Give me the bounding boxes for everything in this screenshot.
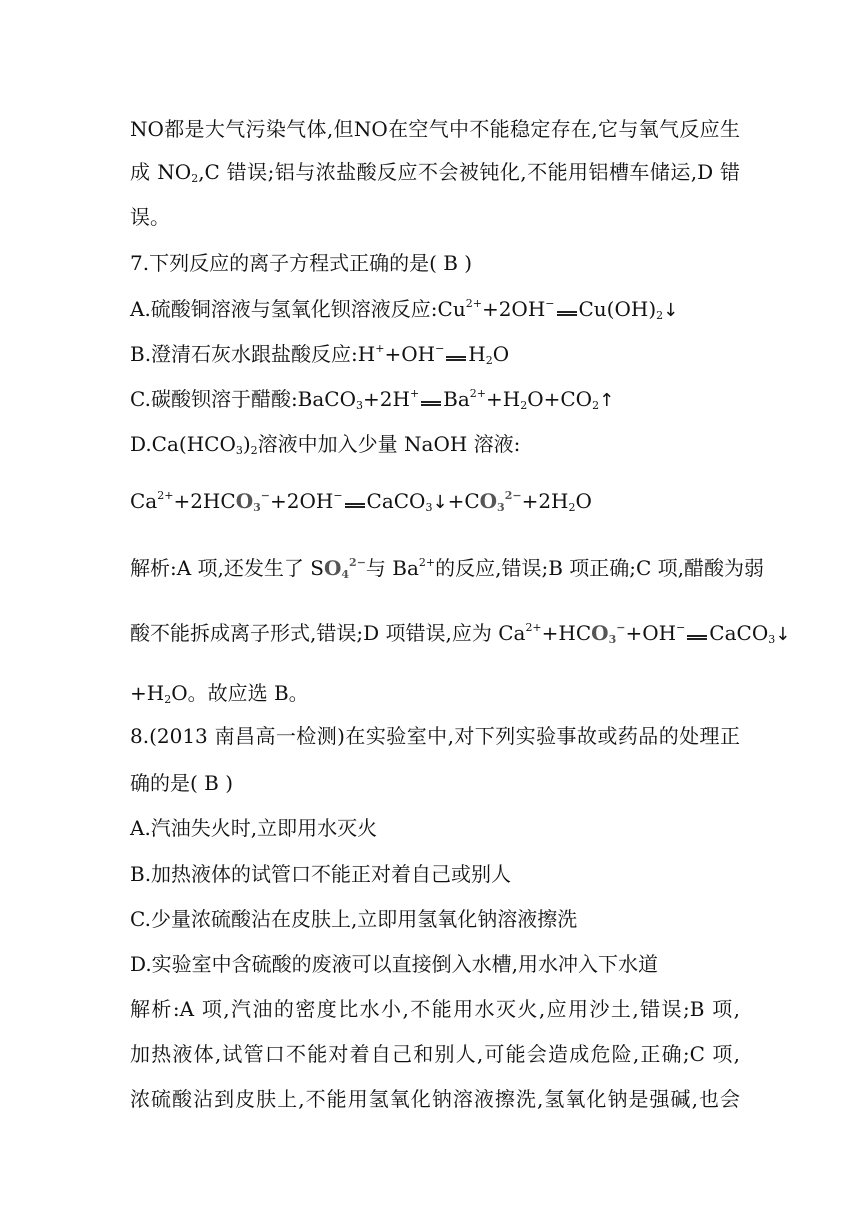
question-7-option-d: $D.Ca(HCO_3)_2$溶液中加入少量 NaOH 溶液: (130, 432, 521, 457)
equals-sign (344, 488, 366, 514)
text-line: 误。 (130, 205, 170, 229)
equals-sign (686, 620, 708, 646)
explanation-line: $+H_2O$。故应选 B。 (130, 681, 309, 706)
equals-sign (445, 341, 467, 367)
down-arrow-icon: ↓ (663, 300, 679, 321)
question-8-option-a: A.汽油失火时,立即用水灭火 (130, 816, 378, 840)
explanation-line: 浓硫酸沾到皮肤上,不能用氢氧化钠溶液擦洗,氢氧化钠是强碱,也会 (130, 1087, 740, 1111)
equals-sign (556, 296, 578, 322)
text-line: NO都是大气污染气体,但NO在空气中不能稳定存在,它与氧气反应生 (130, 117, 740, 141)
explanation-line: 解析:A 项,还发生了 $SO_4^{2-}$与 $Ba^{2+}$的反应,错误;B 项正确;C 项,醋酸为弱 (130, 556, 765, 581)
explanation-line: 酸不能拆成离子形式,错误;D 项错误,应为 $Ca^{2+}+HCO_3^-+OH^-$ CaCO$_3$↓ (130, 621, 791, 646)
equals-sign (420, 386, 442, 412)
question-8-stem: 8.(2013 南昌高一检测)在实验室中,对下列实验事故或药品的处理正 (130, 724, 740, 748)
up-arrow-icon: ↑ (599, 390, 615, 411)
down-arrow-icon: ↓ (432, 492, 448, 513)
question-8-stem: 确的是( B ) (130, 771, 234, 795)
question-7-stem: 7.下列反应的离子方程式正确的是( B ) (130, 251, 473, 275)
explanation-line: 加热液体,试管口不能对着自己和别人,可能会造成危险,正确;C 项, (130, 1042, 740, 1066)
question-7-option-c: C.碳酸钡溶于醋酸:BaCO$_3$+2H+ $Ba^{2+}+H_2O+CO_2↑$ (130, 387, 615, 412)
question-7-option-b: B.澄清石灰水跟盐酸反应:H++OH− $H_2O$ (130, 342, 510, 367)
equation-line: $Ca^{2+}+2HCO_3^-+2OH^-$ $CaCO_3↓+CO_3^{2-}+2H_2O$ (130, 489, 592, 514)
explanation-line: 解析:A 项,汽油的密度比水小,不能用水灭火,应用沙土,错误;B 项, (130, 997, 740, 1021)
question-7-option-a: A.硫酸铜溶液与氢氧化钡溶液反应$:Cu^{2+}+2OH^-$ $Cu(OH)_2↓$ (130, 297, 679, 322)
down-arrow-icon: ↓ (775, 624, 791, 645)
question-8-option-c: C.少量浓硫酸沾在皮肤上,立即用氢氧化钠溶液擦洗 (130, 907, 578, 931)
question-8-option-d: D.实验室中含硫酸的废液可以直接倒入水槽,用水冲入下水道 (130, 952, 659, 976)
text-line: 成 $NO_2,C$ 错误;铝与浓盐酸反应不会被钝化,不能用铝槽车储运,D 错 (130, 160, 740, 185)
question-8-option-b: B.加热液体的试管口不能正对着自己或别人 (130, 862, 512, 886)
